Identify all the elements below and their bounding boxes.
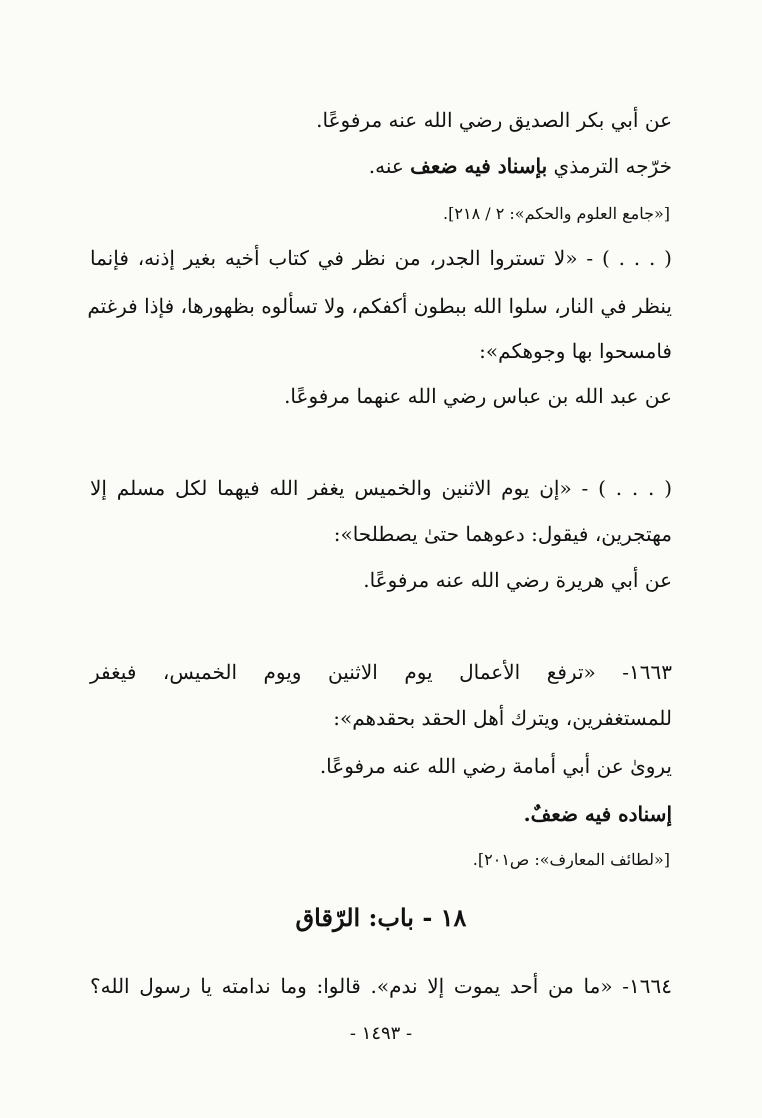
text-line: ١٦٦٤- «ما من أحد يموت إلا ندم». قالوا: وما ندامته يا رسول الله؟ (90, 974, 672, 998)
bold-text: بإسناد فيه ضعف (410, 154, 548, 178)
text-span: خرّجه الترمذي (547, 154, 672, 178)
section-heading: ١٨ - باب: الرّقاق (295, 903, 467, 932)
text-line: ١٦٦٣- «ترفع الأعمال يوم الاثنين ويوم الخميس، فيغفر (90, 660, 672, 684)
text-span: عنه. (368, 154, 411, 178)
citation: [«جامع العلوم والحكم»: ٢ / ٢١٨]. (443, 204, 670, 223)
text-line: فامسحوا بها وجوهكم»: (479, 339, 672, 363)
text-line: ( . . . ) - «لا تستروا الجدر، من نظر في كتاب أخيه بغير إذنه، فإنما (90, 246, 672, 270)
text-line: ( . . . ) - «إن يوم الاثنين والخميس يغفر الله فيهما لكل مسلم إلا (90, 476, 672, 500)
text-line (369, 152, 672, 180)
text-line: عن أبي بكر الصديق رضي الله عنه مرفوعًا. (316, 108, 672, 132)
text-line: يروىٰ عن أبي أمامة رضي الله عنه مرفوعًا. (319, 754, 672, 778)
text-line: للمستغفرين، ويترك أهل الحقد بحقدهم»: (333, 706, 672, 730)
text-line: ينظر في النار، سلوا الله ببطون أكفكم، ولا تسألوه بظهورها، فإذا فرغتم (87, 294, 672, 318)
text-line: مهتجرين، فيقول: دعوهما حتىٰ يصطلحا»: (333, 522, 672, 546)
page-number: - ١٤٩٣ - (349, 1023, 413, 1044)
text-line: إسناده فيه ضعفٌ. (523, 802, 672, 826)
text-line: عن عبد الله بن عباس رضي الله عنهما مرفوعًا. (284, 384, 672, 408)
text-line: عن أبي هريرة رضي الله عنه مرفوعًا. (363, 568, 672, 592)
citation: [«لطائف المعارف»: ص٢٠١]. (472, 850, 670, 869)
